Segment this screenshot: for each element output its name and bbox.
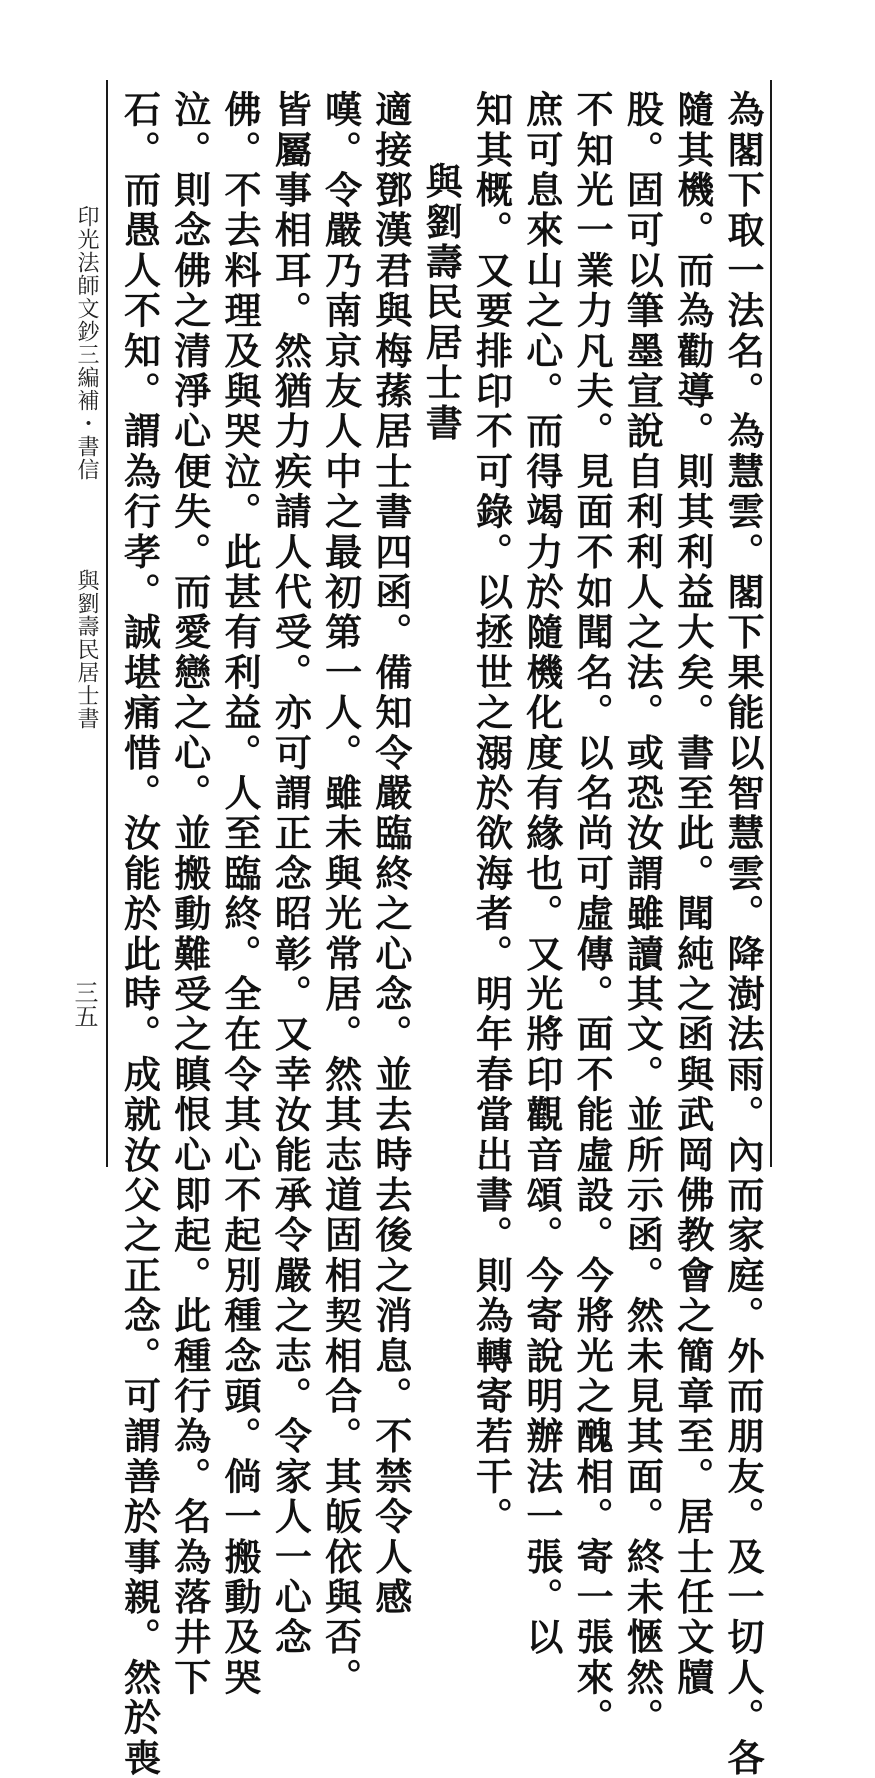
left-frame-rule bbox=[106, 80, 108, 1167]
running-header bbox=[68, 205, 102, 1045]
page-number: 三五 bbox=[70, 980, 98, 1028]
text-column: 股。固可以筆墨宣說自利利人之法。或恐汝謂雖讀其文。並所示函。然未見其面。終未愜然。 bbox=[620, 90, 665, 1739]
book-title: 印光法師文鈔三編補・書信 bbox=[74, 205, 99, 481]
text-column: 適接鄧漢君與梅蓀居士書四函。備知令嚴臨終之心念。並去時去後之消息。不禁令人感 bbox=[368, 90, 413, 1618]
text-column: 庶可息來山之心。而得竭力於隨機化度有緣也。又光將印觀音頌。今寄說明辦法一張。以 bbox=[519, 90, 564, 1658]
text-column: 為閣下取一法名。為慧雲。閣下果能以智慧雲。降澍法雨。內而家庭。外而朋友。及一切人。各 bbox=[721, 90, 765, 1778]
text-column: 隨其機。而為勸導。則其利益大矣。書至此。聞純之函與武岡佛教會之簡章至。居士任文牘 bbox=[670, 90, 715, 1698]
text-column: 佛。不去料理及與哭泣。此甚有利益。人至臨終。全在令其心不起別種念頭。倘一搬動及哭 bbox=[218, 90, 263, 1698]
text-column: 不知光一業力凡夫。見面不如聞名。以名尚可虛傳。面不能虛設。今將光之醜相。寄一張來。 bbox=[570, 90, 615, 1739]
letter-title: 與劉壽民居士書 bbox=[419, 162, 464, 444]
right-frame-rule bbox=[770, 80, 772, 1167]
text-column: 皆屬事相耳。然猶力疾請人代受。亦可謂正念昭彰。又幸汝能承令嚴之志。令家人一心念 bbox=[268, 90, 313, 1658]
text-column: 泣。則念佛之清淨心便失。而愛戀之心。並搬動難受之瞋恨心即起。此種行為。名為落井下 bbox=[167, 90, 212, 1698]
text-column: 嘆。令嚴乃南京友人中之最初第一人。雖未與光常居。然其志道固相契相合。其皈依與否。 bbox=[318, 90, 363, 1698]
body-text bbox=[110, 90, 768, 1778]
text-column: 知其概。又要排印不可錄。以拯世之溺於欲海者。明年春當出書。則為轉寄若干。 bbox=[469, 90, 514, 1538]
text-column: 石。而愚人不知。謂為行孝。誠堪痛惜。汝能於此時。成就汝父之正念。可謂善於事親。然於喪 bbox=[117, 90, 162, 1778]
section-title: 與劉壽民居士書 bbox=[74, 569, 99, 730]
